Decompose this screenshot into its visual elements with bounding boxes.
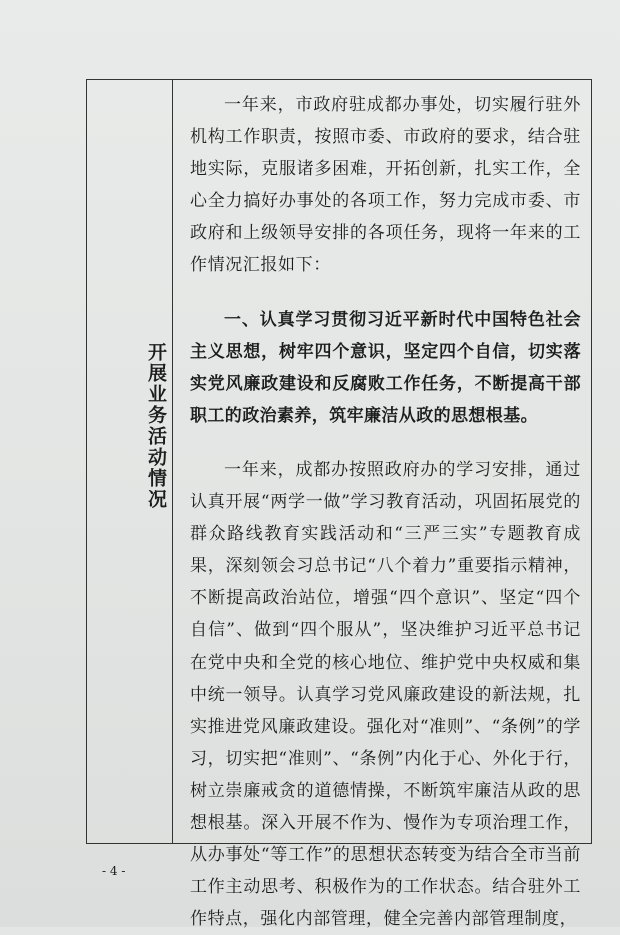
section-heading: 一、认真学习贯彻习近平新时代中国特色社会主义思想，树牢四个意识，坚定四个自信，切实落实党风廉政建设和反腐败工作任务，不断提高干部职工的政治素养，筑牢廉洁从政的思想根基。 — [190, 309, 581, 426]
table-label-cell — [87, 80, 173, 843]
table-label: 开展业务活动情况 — [145, 342, 167, 510]
report-table — [86, 79, 592, 930]
intro-paragraph: 一年来，市政府驻成都办事处，切实履行驻外机构工作职责，按照市委、市政府的要求，结合驻地实际，克服诸多困难，开拓创新，扎实工作，全心全力搞好办事处的各项工作，努力完成市委、市政府和上级领导安排的各项任务，现将一年来的工作情况汇报如下： — [190, 95, 581, 276]
body-paragraph: 一年来，成都办按照政府办的学习安排，通过认真开展“两学一做”学习教育活动，巩固拓展党的群众路线教育实践活动和“三严三实”专题教育成果，深刻领会习总书记“八个着力”重要指示精神，不断提高政治站位，增强“四个意识”、坚定“四个自信”、做到“四个服从”，坚决维护习近平总书记在党中央和全党的核心地位、维护党中央权威和集中统一领导。认真学习党风廉政建设的新法规，扎实推进党风廉政建设。强化对“准则”、“条例”的学习，切实把“准则”、“条例”内化于心、外化于行，树立崇廉戒贪的道德情操，不断筑牢廉洁从政的思想根基。深入开展不作为、慢作为专项治理工作，从办事处“等工作”的思想状态转变为结合全市当前工作主动思考、积极作为的工作状态。结合驻外工作特点，强化内部管理，健全完善内部管理制度， — [190, 459, 581, 930]
table-content-cell — [173, 80, 591, 930]
page-number: - 4 - — [102, 864, 126, 878]
